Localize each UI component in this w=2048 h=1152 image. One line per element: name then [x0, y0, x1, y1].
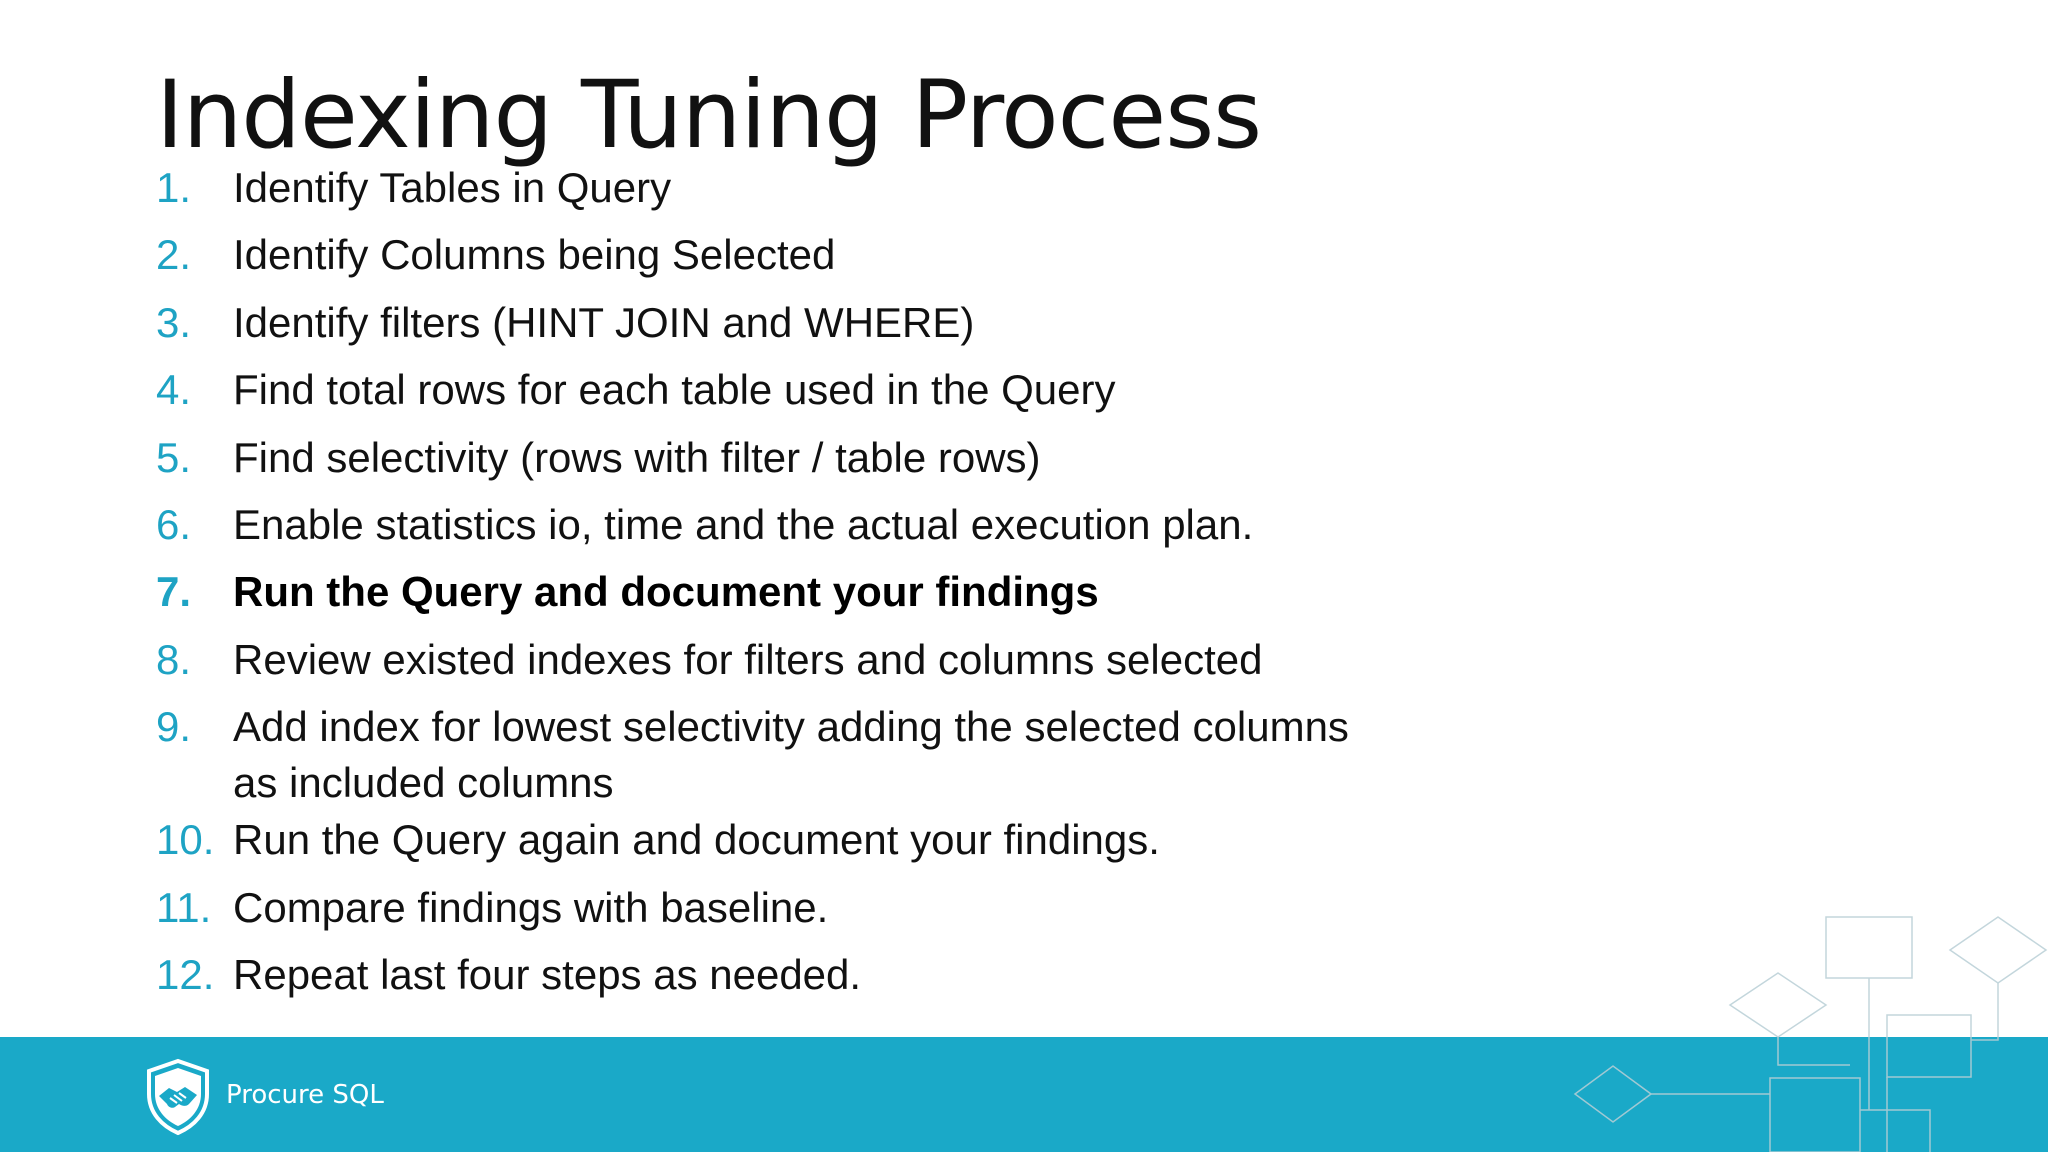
list-item	[156, 362, 1456, 429]
list-item	[156, 699, 1456, 812]
step-text: Review existed indexes for filters and columns selected	[233, 635, 1263, 683]
step-text: Identify Columns being Selected	[233, 231, 836, 279]
flowchart-icon	[1530, 880, 2048, 1152]
step-number: 4.	[156, 366, 192, 414]
step-number: 11.	[156, 883, 212, 931]
step-number: 3.	[156, 298, 192, 346]
step-text: Find total rows for each table used in the Query	[233, 366, 1116, 414]
step-number: 12.	[156, 950, 215, 998]
step-number: 7.	[156, 568, 192, 616]
list-item	[156, 430, 1456, 497]
step-number: 2.	[156, 231, 192, 279]
list-item-highlighted	[156, 564, 1456, 631]
step-text: Add index for lowest selectivity adding the selected columns as included columns	[233, 703, 1349, 807]
step-text: Identify filters (HINT JOIN and WHERE)	[233, 298, 975, 346]
brand-name: Procure SQL	[226, 1080, 384, 1110]
list-item	[156, 227, 1456, 294]
step-text: Enable statistics io, time and the actual execution plan.	[233, 500, 1254, 548]
step-text: Run the Query and document your findings	[233, 568, 1099, 616]
list-item	[156, 812, 1456, 879]
shield-handshake-icon	[144, 1058, 212, 1136]
step-text: Compare findings with baseline.	[233, 883, 829, 931]
list-item	[156, 160, 1456, 227]
list-item	[156, 632, 1456, 699]
step-text: Repeat last four steps as needed.	[233, 950, 862, 998]
steps-list	[156, 160, 1456, 1014]
step-number: 5.	[156, 433, 192, 481]
step-text: Run the Query again and document your findings.	[233, 816, 1160, 864]
slide-title: Indexing Tuning Process	[156, 61, 1262, 170]
step-number: 6.	[156, 500, 192, 548]
list-item	[156, 295, 1456, 362]
list-item	[156, 497, 1456, 564]
step-text: Identify Tables in Query	[233, 164, 672, 211]
step-text: Find selectivity (rows with filter / table rows)	[233, 433, 1041, 481]
list-item	[156, 947, 1456, 1014]
step-number: 8.	[156, 635, 192, 683]
step-number: 1.	[156, 164, 192, 211]
step-number: 9.	[156, 703, 192, 751]
list-item	[156, 880, 1456, 947]
step-number: 10.	[156, 816, 215, 864]
